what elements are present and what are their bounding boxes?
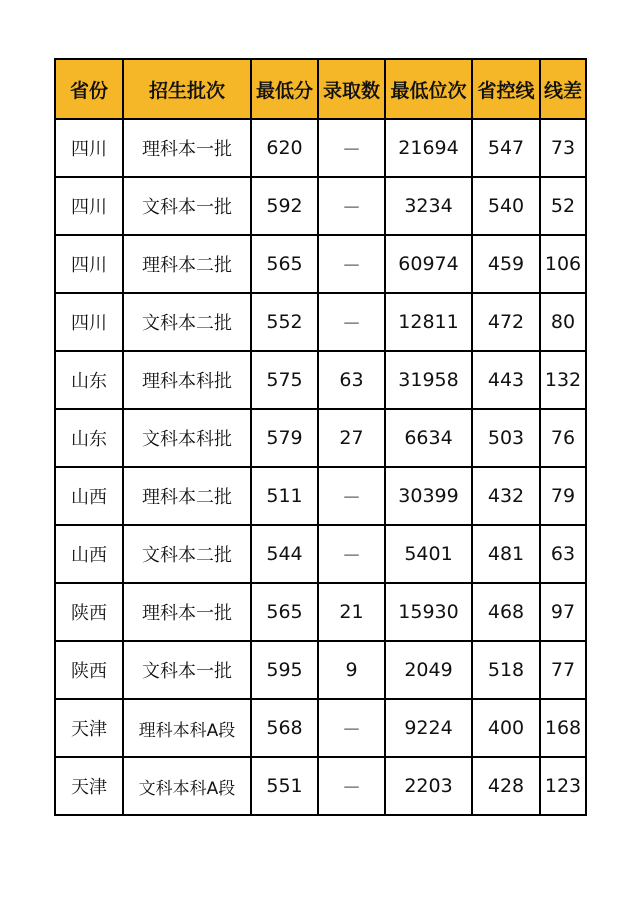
cell-min-score: 568 bbox=[251, 699, 318, 757]
cell-diff: 168 bbox=[540, 699, 586, 757]
cell-min-rank: 31958 bbox=[385, 351, 472, 409]
header-province: 省份 bbox=[55, 59, 123, 119]
cell-min-score: 511 bbox=[251, 467, 318, 525]
cell-batch: 文科本一批 bbox=[123, 177, 251, 235]
cell-province: 四川 bbox=[55, 293, 123, 351]
cell-min-score: 595 bbox=[251, 641, 318, 699]
cell-min-rank: 15930 bbox=[385, 583, 472, 641]
cell-admitted: 9 bbox=[318, 641, 385, 699]
table-row bbox=[55, 757, 586, 815]
cell-province: 四川 bbox=[55, 177, 123, 235]
cell-batch: 理科本二批 bbox=[123, 235, 251, 293]
cell-admitted: － bbox=[318, 293, 385, 351]
cell-diff: 73 bbox=[540, 119, 586, 177]
cell-min-score: 575 bbox=[251, 351, 318, 409]
cell-batch: 理科本一批 bbox=[123, 583, 251, 641]
cell-control-line: 540 bbox=[472, 177, 540, 235]
cell-batch: 理科本二批 bbox=[123, 467, 251, 525]
admission-score-table bbox=[54, 58, 587, 816]
cell-min-rank: 2203 bbox=[385, 757, 472, 815]
cell-batch: 理科本一批 bbox=[123, 119, 251, 177]
cell-control-line: 481 bbox=[472, 525, 540, 583]
cell-province: 山东 bbox=[55, 351, 123, 409]
cell-diff: 63 bbox=[540, 525, 586, 583]
cell-min-score: 551 bbox=[251, 757, 318, 815]
cell-diff: 123 bbox=[540, 757, 586, 815]
header-control-line: 省控线 bbox=[472, 59, 540, 119]
cell-control-line: 432 bbox=[472, 467, 540, 525]
cell-province: 陕西 bbox=[55, 583, 123, 641]
header-batch: 招生批次 bbox=[123, 59, 251, 119]
cell-control-line: 472 bbox=[472, 293, 540, 351]
cell-province: 四川 bbox=[55, 235, 123, 293]
cell-admitted: － bbox=[318, 235, 385, 293]
table-row bbox=[55, 351, 586, 409]
header-row bbox=[55, 59, 586, 119]
cell-province: 天津 bbox=[55, 699, 123, 757]
header-min-score: 最低分 bbox=[251, 59, 318, 119]
cell-min-rank: 60974 bbox=[385, 235, 472, 293]
table-row bbox=[55, 641, 586, 699]
cell-control-line: 503 bbox=[472, 409, 540, 467]
cell-admitted: － bbox=[318, 119, 385, 177]
cell-min-score: 552 bbox=[251, 293, 318, 351]
cell-diff: 79 bbox=[540, 467, 586, 525]
cell-admitted: － bbox=[318, 757, 385, 815]
cell-batch: 文科本科A段 bbox=[123, 757, 251, 815]
cell-diff: 132 bbox=[540, 351, 586, 409]
cell-province: 陕西 bbox=[55, 641, 123, 699]
cell-diff: 106 bbox=[540, 235, 586, 293]
cell-min-score: 592 bbox=[251, 177, 318, 235]
table-row bbox=[55, 235, 586, 293]
cell-min-score: 579 bbox=[251, 409, 318, 467]
table-row bbox=[55, 119, 586, 177]
table-row bbox=[55, 467, 586, 525]
cell-batch: 文科本一批 bbox=[123, 641, 251, 699]
cell-control-line: 443 bbox=[472, 351, 540, 409]
cell-control-line: 547 bbox=[472, 119, 540, 177]
cell-admitted: 21 bbox=[318, 583, 385, 641]
table-row bbox=[55, 583, 586, 641]
cell-min-rank: 6634 bbox=[385, 409, 472, 467]
cell-diff: 80 bbox=[540, 293, 586, 351]
cell-admitted: － bbox=[318, 467, 385, 525]
cell-min-score: 565 bbox=[251, 235, 318, 293]
cell-diff: 76 bbox=[540, 409, 586, 467]
cell-batch: 文科本二批 bbox=[123, 293, 251, 351]
cell-min-rank: 21694 bbox=[385, 119, 472, 177]
cell-min-score: 565 bbox=[251, 583, 318, 641]
cell-admitted: 63 bbox=[318, 351, 385, 409]
cell-min-rank: 2049 bbox=[385, 641, 472, 699]
cell-batch: 理科本科批 bbox=[123, 351, 251, 409]
cell-min-score: 544 bbox=[251, 525, 318, 583]
cell-province: 天津 bbox=[55, 757, 123, 815]
cell-min-score: 620 bbox=[251, 119, 318, 177]
cell-admitted: － bbox=[318, 525, 385, 583]
cell-min-rank: 12811 bbox=[385, 293, 472, 351]
cell-control-line: 518 bbox=[472, 641, 540, 699]
cell-control-line: 400 bbox=[472, 699, 540, 757]
table-row bbox=[55, 409, 586, 467]
cell-min-rank: 5401 bbox=[385, 525, 472, 583]
table-row bbox=[55, 293, 586, 351]
cell-diff: 52 bbox=[540, 177, 586, 235]
cell-admitted: － bbox=[318, 177, 385, 235]
cell-admitted: 27 bbox=[318, 409, 385, 467]
table-row bbox=[55, 177, 586, 235]
cell-min-rank: 30399 bbox=[385, 467, 472, 525]
cell-control-line: 459 bbox=[472, 235, 540, 293]
cell-batch: 理科本科A段 bbox=[123, 699, 251, 757]
cell-batch: 文科本二批 bbox=[123, 525, 251, 583]
cell-province: 四川 bbox=[55, 119, 123, 177]
cell-diff: 77 bbox=[540, 641, 586, 699]
cell-min-rank: 9224 bbox=[385, 699, 472, 757]
header-diff: 线差 bbox=[540, 59, 586, 119]
cell-control-line: 468 bbox=[472, 583, 540, 641]
table-row bbox=[55, 525, 586, 583]
cell-min-rank: 3234 bbox=[385, 177, 472, 235]
cell-batch: 文科本科批 bbox=[123, 409, 251, 467]
cell-province: 山西 bbox=[55, 467, 123, 525]
cell-control-line: 428 bbox=[472, 757, 540, 815]
table-row bbox=[55, 699, 586, 757]
cell-province: 山西 bbox=[55, 525, 123, 583]
cell-diff: 97 bbox=[540, 583, 586, 641]
header-min-rank: 最低位次 bbox=[385, 59, 472, 119]
cell-admitted: － bbox=[318, 699, 385, 757]
cell-province: 山东 bbox=[55, 409, 123, 467]
header-admitted: 录取数 bbox=[318, 59, 385, 119]
